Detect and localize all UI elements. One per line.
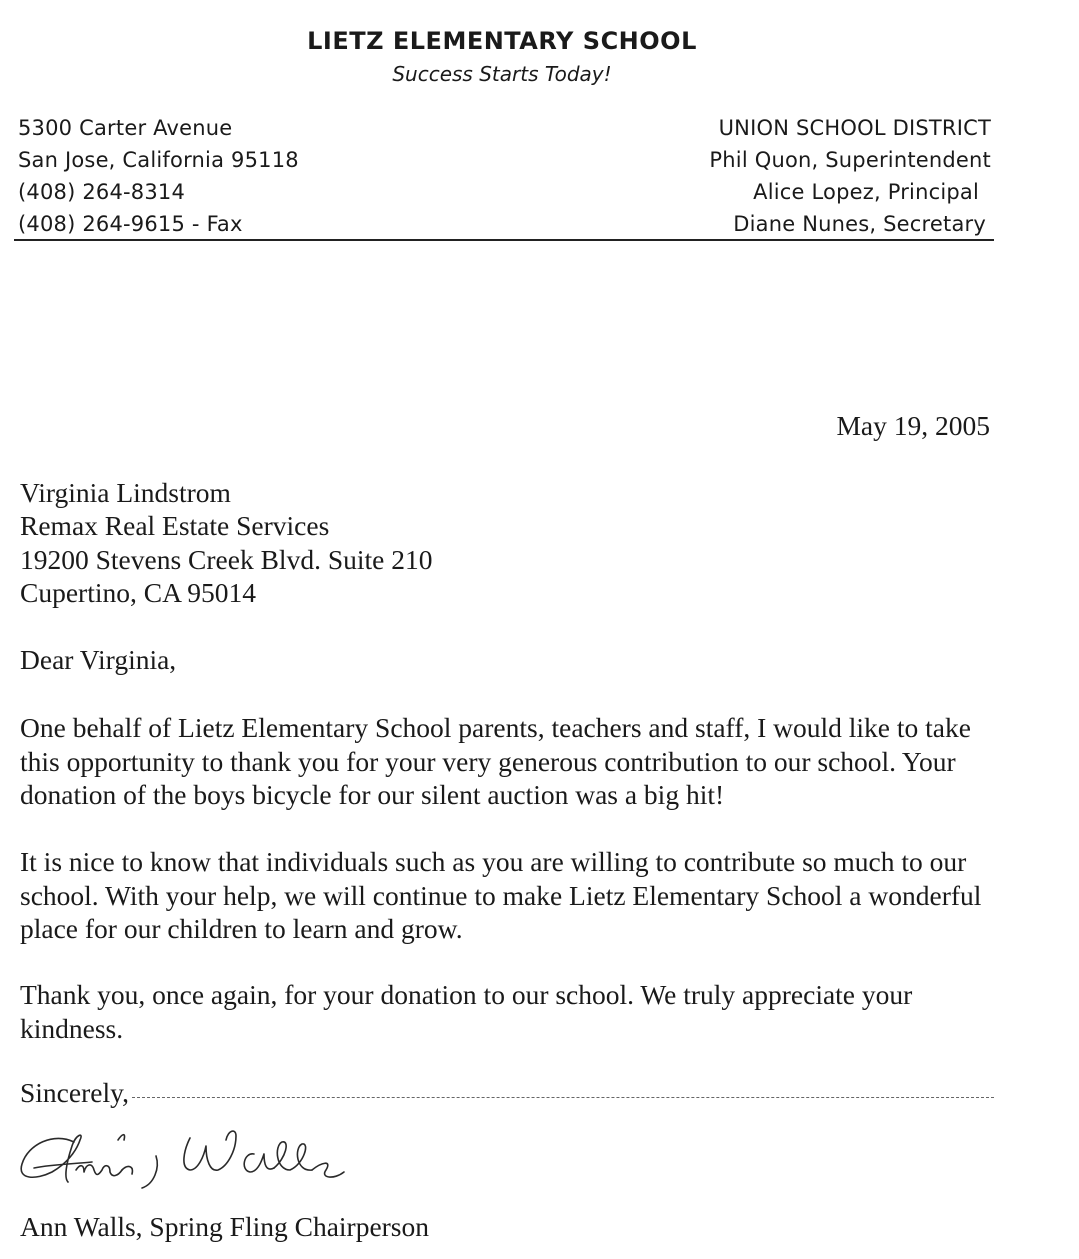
signature-dashed-line xyxy=(132,1097,994,1098)
district-superintendent: Phil Quon, Superintendent xyxy=(709,148,991,172)
body-paragraph-2: It is nice to know that individuals such as you are willing to contribute so much to our school. With your help, we will continue to make Lietz Elementary School a wonderful place for our children to learn and grow. xyxy=(20,846,982,944)
recipient-street: 19200 Stevens Creek Blvd. Suite 210 xyxy=(20,544,433,575)
letterhead-divider xyxy=(14,239,994,241)
address-fax: (408) 264-9615 - Fax xyxy=(18,212,243,236)
district-name: UNION SCHOOL DISTRICT xyxy=(718,116,991,140)
district-secretary: Diane Nunes, Secretary xyxy=(733,212,986,236)
district-principal: Alice Lopez, Principal xyxy=(753,180,979,204)
address-city: San Jose, California 95118 xyxy=(18,148,299,172)
school-name: LIETZ ELEMENTARY SCHOOL xyxy=(307,27,697,55)
body-paragraph-3: Thank you, once again, for your donation to our school. We truly appreciate your kindness. xyxy=(20,979,913,1044)
school-motto: Success Starts Today! xyxy=(392,62,612,86)
body-paragraph-1: One behalf of Lietz Elementary School parents, teachers and staff, I would like to take this opportunity to thank you for your very generous contribution to our school. Your donation of the boys bicycle for our silent auction was a big hit! xyxy=(20,712,971,810)
address-phone: (408) 264-8314 xyxy=(18,180,186,204)
letter-date: May 19, 2005 xyxy=(836,410,990,441)
signer-name-title: Ann Walls, Spring Fling Chairperson xyxy=(20,1211,430,1242)
closing: Sincerely, xyxy=(20,1077,129,1108)
recipient-city: Cupertino, CA 95014 xyxy=(20,577,257,608)
handwritten-signature xyxy=(14,1112,394,1202)
recipient-company: Remax Real Estate Services xyxy=(20,510,330,541)
address-street: 5300 Carter Avenue xyxy=(18,116,233,140)
recipient-name: Virginia Lindstrom xyxy=(20,477,231,508)
salutation: Dear Virginia, xyxy=(20,644,177,675)
